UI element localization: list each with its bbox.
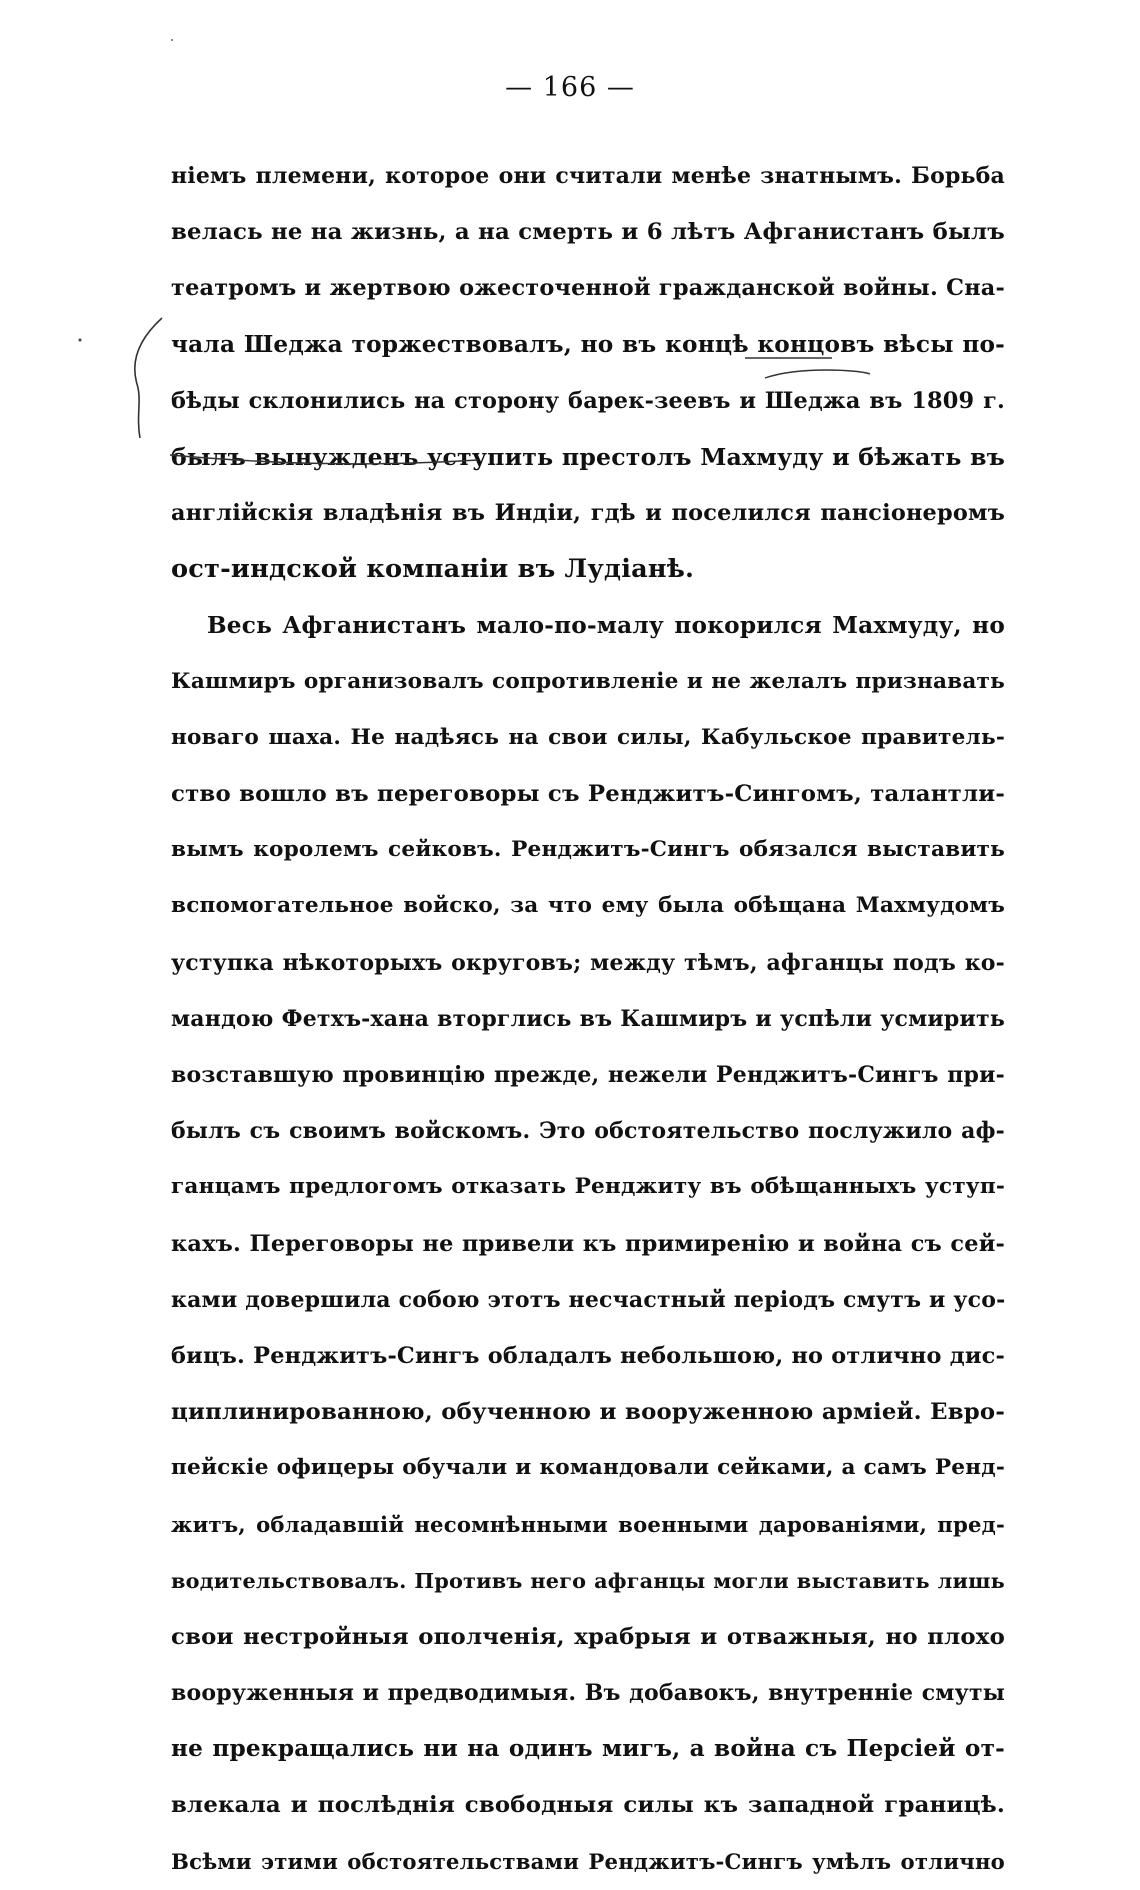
text-line: ніемъ племени, которое они считали менѣе знатнымъ. Борьба xyxy=(171,163,1005,189)
text-line: влекала и послѣднія свободныя силы къ западной границѣ. xyxy=(171,1792,1005,1819)
text-line: ганцамъ предлогомъ отказать Ренджиту въ обѣщанныхъ уступ- xyxy=(171,1174,1005,1200)
text-line: бѣды склонились на сторону барек-зеевъ и Шеджа въ 1809 г. xyxy=(171,387,1005,414)
text-line: новаго шаха. Не надѣясь на свои силы, Кабульское правитель- xyxy=(171,724,1005,750)
text-line: былъ вынужденъ уступить престолъ Махмуду и бѣжать въ xyxy=(171,442,1005,471)
text-line: Весь Афганистанъ мало-по-малу покорился Махмуду, но xyxy=(207,611,1005,639)
text-line: вооруженныя и предводимыя. Въ добавокъ, внутренніе смуты xyxy=(171,1680,1005,1707)
text-line: ками довершила собою этотъ несчастный періодъ смутъ и усо- xyxy=(171,1286,1006,1313)
text-line: житъ, обладавшій несомнѣнными военными дарованіями, пред- xyxy=(171,1511,1005,1537)
text-line: Всѣми этими обстоятельствами Ренджитъ-Сингъ умѣлъ отлично xyxy=(171,1848,1005,1874)
margin-bracket-mark xyxy=(135,318,162,438)
text-line: бицъ. Ренджитъ-Сингъ обладалъ небольшою, но отлично дис- xyxy=(171,1342,1005,1369)
text-line: былъ съ своимъ войскомъ. Это обстоятельство послужило аф- xyxy=(171,1118,1005,1145)
text-line: ство вошло въ переговоры съ Ренджитъ-Сингомъ, талантли- xyxy=(171,781,1005,808)
ink-speck xyxy=(171,39,173,41)
text-line: не прекращались ни на одинъ мигъ, а война съ Персіей от- xyxy=(171,1735,1005,1763)
page-number: — 166 — xyxy=(505,72,635,103)
text-line: уступка нѣкоторыхъ округовъ; между тѣмъ, афганцы подъ ко- xyxy=(171,949,1005,976)
text-line: свои нестройныя ополченія, храбрыя и отважныя, но плохо xyxy=(171,1623,1005,1650)
text-line: чала Шеджа торжествовалъ, но въ концѣ концовъ вѣсы по- xyxy=(171,330,1005,358)
text-line: пейскіе офицеры обучали и командовали сейками, а самъ Ренд- xyxy=(171,1455,1005,1481)
text-line: театромъ и жертвою ожесточенной гражданской войны. Сна- xyxy=(171,275,1005,302)
text-line: вспомогательное войско, за что ему была обѣщана Махмудомъ xyxy=(171,893,1005,919)
text-line: велась не на жизнь, а на смерть и 6 лѣтъ Афганистанъ былъ xyxy=(171,219,1005,246)
text-line: возставшую провинцію прежде, нежели Ренджитъ-Сингъ при- xyxy=(171,1062,1005,1088)
text-line: циплинированною, обученною и вооруженною арміей. Евро- xyxy=(171,1399,1005,1426)
text-line: англійскія владѣнія въ Индіи, гдѣ и поселился пансіонеромъ xyxy=(171,500,1005,527)
text-line: мандою Фетхъ-хана вторглись въ Кашмиръ и успѣли усмирить xyxy=(171,1005,1005,1032)
body-text xyxy=(171,148,1005,1890)
text-line: водительствовалъ. Противъ него афганцы могли выставить лишь xyxy=(171,1567,1005,1593)
text-line: кахъ. Переговоры не привели къ примиренію и война съ сей- xyxy=(171,1230,1005,1257)
text-line: Кашмиръ организовалъ сопротивленіе и не желалъ признавать xyxy=(171,668,1005,694)
text-line: ост-индской компаніи въ Лудіанѣ. xyxy=(171,554,695,585)
text-line: вымъ королемъ сейковъ. Ренджитъ-Сингъ обязался выставить xyxy=(171,837,1005,863)
ink-speck xyxy=(79,339,82,342)
